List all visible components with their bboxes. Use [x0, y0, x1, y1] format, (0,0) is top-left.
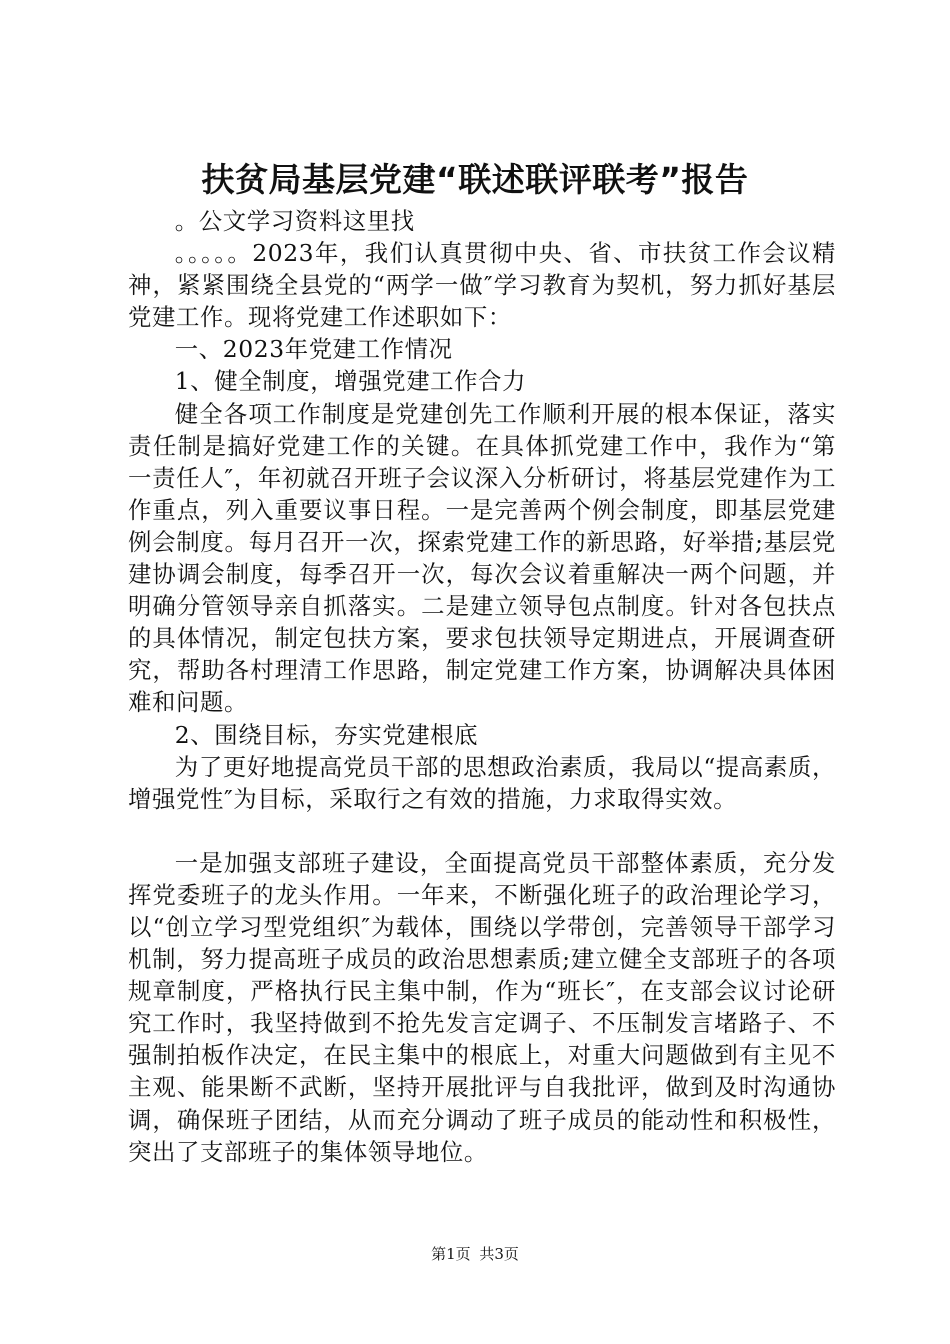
- subsection-heading-2: 2、围绕目标，夯实党建根底: [174, 720, 479, 749]
- subsection-heading-1: 1、健全制度，增强党建工作合力: [174, 367, 527, 396]
- page-footer: [0, 1243, 950, 1265]
- paragraph-source-note: 。公文学习资料这里找: [174, 207, 415, 235]
- page-number: 第1页: [431, 1245, 471, 1263]
- document-body: [128, 205, 836, 1168]
- document-title: 扶贫局基层党建“联述联评联考”报告: [201, 160, 749, 199]
- section-heading-1: 一、2023年党建工作情况: [174, 335, 453, 364]
- paragraph-system: 健全各项工作制度是党建创先工作顺利开展的根本保证，落实责任制是搞好党建工作的关键。在具体抓党建工作中，我作为“第一责任人″，年初就召开班子会议深入分析研讨，将基层党建作为工作重点，列入重要议事日程。一是完善两个例会制度，即基层党建例会制度。每月召开一次，探索党建工作的新思路，好举措;基层党建协调会制度，每季召开一次，每次会议着重解决一两个问题，并明确分管领导亲自抓落实。二是建立领导包点制度。针对各包扶点的具体情况，制定包扶方案，要求包扶领导定期进点，开展调查研究，帮助各村理清工作思路，制定党建工作方案，协调解决具体困难和问题。: [128, 399, 836, 717]
- paragraph-goal: 为了更好地提高党员干部的思想政治素质，我局以“提高素质，增强党性″为目标，采取行之有效的措施，力求取得实效。: [128, 752, 836, 813]
- paragraph-intro: 。。。。。2023年，我们认真贯彻中央、省、市扶贫工作会议精神，紧紧围绕全县党的“两学一做″学习教育为契机，努力抓好基层党建工作。现将党建工作述职如下：: [128, 239, 836, 332]
- paragraph-team-building: 一是加强支部班子建设，全面提高党员干部整体素质，充分发挥党委班子的龙头作用。一年来，不断强化班子的政治理论学习，以“创立学习型党组织″为载体，围绕以学带创，完善领导干部学习机制，努力提高班子成员的政治思想素质;建立健全支部班子的各项规章制度，严格执行民主集中制，作为“班长″，在支部会议讨论研究工作时，我坚持做到不抢先发言定调子、不压制发言堵路子、不强制拍板作决定，在民主集中的根底上，对重大问题做到有主见不主观、能果断不武断，坚持开展批评与自我批评，做到及时沟通协调，确保班子团结，从而充分调动了班子成员的能动性和积极性，突出了支部班子的集体领导地位。: [128, 848, 836, 1166]
- page-total: 共3页: [479, 1245, 519, 1263]
